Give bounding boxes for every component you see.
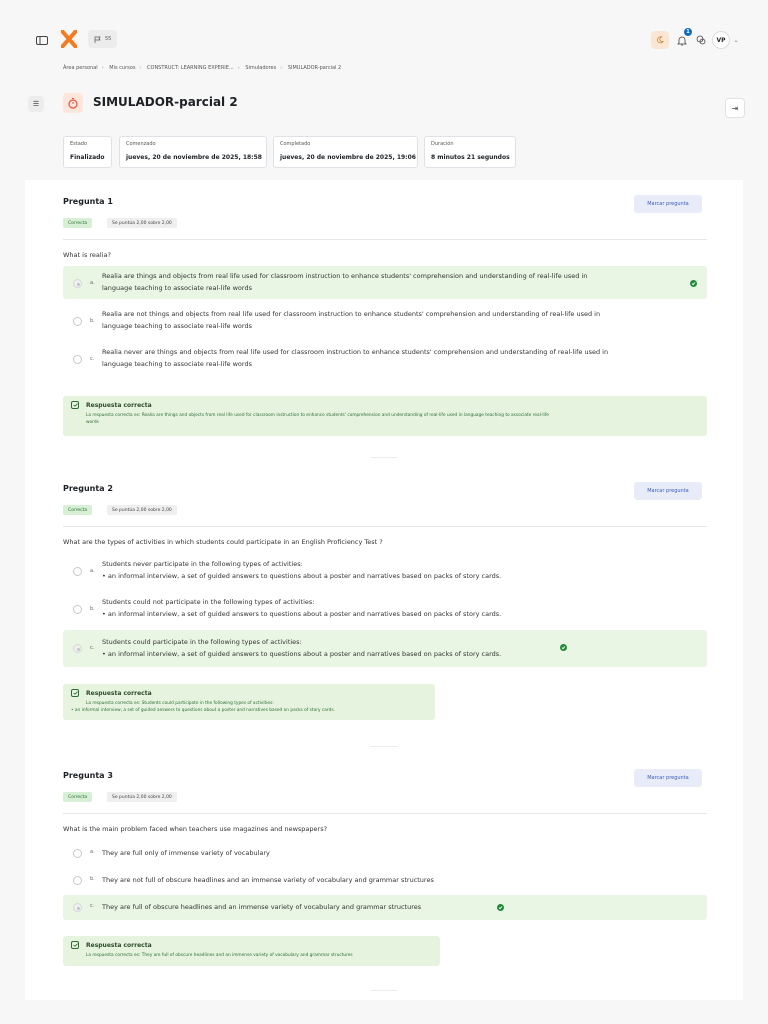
feedback-title: Respuesta correcta [86, 401, 152, 409]
status-badge: Correcta [63, 505, 92, 515]
option-text: They are full only of immense variety of vocabulary [102, 849, 270, 857]
radio-button[interactable] [73, 876, 82, 885]
feedback-check-icon [71, 941, 79, 949]
answer-option[interactable] [63, 868, 707, 892]
summary-comenzado [119, 136, 267, 168]
option-text [102, 346, 608, 370]
radio-button[interactable] [73, 355, 82, 364]
questions-container [25, 180, 743, 1000]
feedback-line: • an informal interview, a set of guided answers to questions about a poster and narratives based on packs of story cards. [71, 708, 335, 713]
flag-count-button[interactable] [88, 30, 117, 48]
question-text: What are the types of activities in which students could participate in an English Proficiency Test ? [63, 538, 383, 546]
check-icon [497, 904, 504, 911]
option-line: language teaching to associate real-life words [102, 360, 252, 368]
summary-duracion [424, 136, 516, 168]
answer-option[interactable] [63, 841, 707, 865]
open-course-index-button[interactable] [28, 96, 44, 112]
radio-button[interactable] [73, 279, 82, 288]
option-letter: c. [90, 356, 95, 362]
divider [63, 526, 707, 527]
option-letter: c. [90, 645, 95, 651]
option-line: Students never participate in the following types of activities: [102, 560, 303, 568]
option-line: Students could participate in the following types of activities: [102, 638, 302, 646]
summary-label: Completado [280, 141, 311, 147]
option-line: language teaching to associate real-life words [102, 322, 252, 330]
feedback-header [71, 689, 427, 697]
option-line: language teaching to associate real-life words [102, 284, 252, 292]
radio-button[interactable] [73, 317, 82, 326]
option-text: They are full of obscure headlines and an immense variety of vocabulary and grammar structures [102, 903, 422, 911]
feedback-line: La respuesta correcta es: Students could participate in the following types of activities: [86, 701, 274, 706]
summary-label: Estado [70, 141, 88, 147]
grade-badge: Se puntúa 2,00 sobre 2,00 [107, 218, 177, 228]
option-text: They are not full of obscure headlines and an immense variety of vocabulary and grammar structures [102, 876, 434, 884]
option-letter: c. [90, 903, 95, 909]
feedback-line: La respuesta correcta es: They are full of obscure headlines and an immense variety of vocabulary and grammar structures [86, 953, 353, 958]
feedback-box [63, 396, 707, 436]
summary-value: 8 minutos 21 segundos [431, 154, 510, 161]
flag-count: 55 [105, 36, 112, 42]
answer-option[interactable] [63, 895, 707, 920]
answer-option[interactable] [63, 266, 707, 299]
bell-icon [677, 35, 687, 46]
option-letter: b. [90, 606, 95, 612]
question-title: Pregunta 3 [63, 771, 113, 780]
question-separator [370, 746, 398, 747]
breadcrumb-item[interactable]: Simuladores [245, 65, 277, 71]
feedback-line: words [86, 420, 99, 425]
question-text: What is the main problem faced when teachers use magazines and newspapers? [63, 825, 328, 833]
option-letter: a. [90, 280, 95, 286]
divider [63, 813, 707, 814]
answer-option[interactable] [63, 342, 707, 375]
feedback-title: Respuesta correcta [86, 941, 152, 949]
breadcrumb-item[interactable]: Mis cursos [109, 65, 136, 71]
question-separator [370, 990, 398, 991]
option-text [102, 596, 501, 620]
messages-button[interactable] [694, 32, 708, 48]
feedback-text [86, 412, 699, 426]
flag-icon [94, 36, 101, 43]
feedback-text [71, 700, 427, 714]
option-text [102, 558, 501, 582]
feedback-title: Respuesta correcta [86, 689, 152, 697]
quiz-icon [63, 93, 83, 113]
feedback-box [63, 684, 435, 720]
notification-badge: 1 [684, 28, 692, 36]
chat-icon [696, 35, 706, 45]
option-letter: b. [90, 876, 95, 882]
user-menu-caret[interactable] [733, 36, 739, 44]
feedback-text [86, 952, 432, 959]
feedback-check-icon [71, 689, 79, 697]
option-text [102, 308, 600, 332]
avatar-initials: VP [716, 36, 726, 44]
page-title: SIMULADOR-parcial 2 [93, 95, 238, 109]
option-letter: a. [90, 849, 95, 855]
status-badge: Correcta [63, 218, 92, 228]
logo-icon [61, 30, 77, 48]
breadcrumb-item[interactable]: Área personal [63, 65, 98, 71]
flag-question-button[interactable]: Marcar pregunta [634, 482, 702, 500]
divider [63, 239, 707, 240]
status-badge: Correcta [63, 792, 92, 802]
option-letter: b. [90, 318, 95, 324]
feedback-box [63, 936, 440, 966]
feedback-header [71, 941, 432, 949]
radio-button[interactable] [73, 903, 82, 912]
site-logo[interactable] [59, 28, 79, 50]
answer-option[interactable] [63, 592, 707, 625]
option-line: Realia never are things and objects from real life used for classroom instruction to enhance students' comprehension and understanding of real-life used in [102, 348, 609, 356]
notifications-button[interactable] [675, 29, 690, 48]
user-avatar[interactable] [712, 31, 730, 49]
sidebar-icon [36, 36, 48, 45]
option-letter: a. [90, 568, 95, 574]
option-text [102, 270, 587, 294]
summary-label: Comenzado [126, 141, 156, 147]
flag-question-button[interactable]: Marcar pregunta [634, 195, 702, 213]
summary-value: jueves, 20 de noviembre de 2025, 19:06 [280, 154, 416, 161]
dark-mode-toggle[interactable] [651, 31, 669, 49]
breadcrumb: Área personal › Mis cursos › CONSTRUCT: LEARNING EXPERIE... › Simuladores › SIMULADOR-parcial 2 [63, 65, 342, 71]
answer-option[interactable] [63, 304, 707, 337]
option-line: • an informal interview, a set of guided answers to questions about a poster and narratives based on packs of story cards. [102, 610, 502, 618]
breadcrumb-item[interactable]: SIMULADOR-parcial 2 [287, 65, 342, 71]
chevron-down-icon: ⌄ [733, 36, 739, 44]
option-line: Realia are not things and objects from real life used for classroom instruction to enhance students' comprehension and understanding of real-life used in [102, 310, 601, 318]
list-icon: ☰ [32, 100, 40, 108]
moon-icon [656, 36, 664, 44]
flag-question-button[interactable]: Marcar pregunta [634, 769, 702, 787]
option-text [102, 636, 501, 660]
feedback-check-icon [71, 401, 79, 409]
radio-button[interactable] [73, 644, 82, 653]
option-line: • an informal interview, a set of guided answers to questions about a poster and narratives based on packs of story cards. [102, 650, 502, 658]
question-title: Pregunta 1 [63, 197, 113, 206]
option-line: Realia are things and objects from real life used for classroom instruction to enhance students' comprehension and understanding of real-life used in [102, 272, 588, 280]
radio-button[interactable] [73, 567, 82, 576]
question-title: Pregunta 2 [63, 484, 113, 493]
answer-option[interactable] [63, 554, 707, 587]
feedback-line: La respuesta correcta es: Realia are things and objects from real life used for classroom instruction to enhance students' comprehension and understanding of real-life used in language teaching to associate real-life [86, 413, 549, 418]
drawer-open-icon: ⇥ [731, 103, 739, 113]
stopwatch-icon [67, 97, 79, 109]
question-text: What is realia? [63, 251, 111, 259]
summary-value: jueves, 20 de noviembre de 2025, 18:58 [126, 154, 262, 161]
answer-option[interactable] [63, 630, 707, 667]
summary-value: Finalizado [70, 154, 105, 161]
feedback-header [71, 401, 699, 409]
question-separator [370, 457, 398, 458]
summary-completado [273, 136, 418, 168]
drawer-toggle-button[interactable] [30, 30, 54, 50]
check-icon [560, 644, 567, 651]
summary-estado [63, 136, 112, 168]
option-line: • an informal interview, a set of guided answers to questions about a poster and narratives based on packs of story cards. [102, 572, 502, 580]
check-icon [690, 280, 697, 287]
option-line: Students could not participate in the following types of activities: [102, 598, 315, 606]
summary-label: Duración [431, 141, 454, 147]
open-block-drawer-button[interactable] [725, 98, 745, 118]
grade-badge: Se puntúa 2,00 sobre 2,00 [107, 792, 177, 802]
grade-badge: Se puntúa 2,00 sobre 2,00 [107, 505, 177, 515]
radio-button[interactable] [73, 605, 82, 614]
radio-button[interactable] [73, 849, 82, 858]
breadcrumb-item[interactable]: CONSTRUCT: LEARNING EXPERIE... [147, 65, 234, 71]
